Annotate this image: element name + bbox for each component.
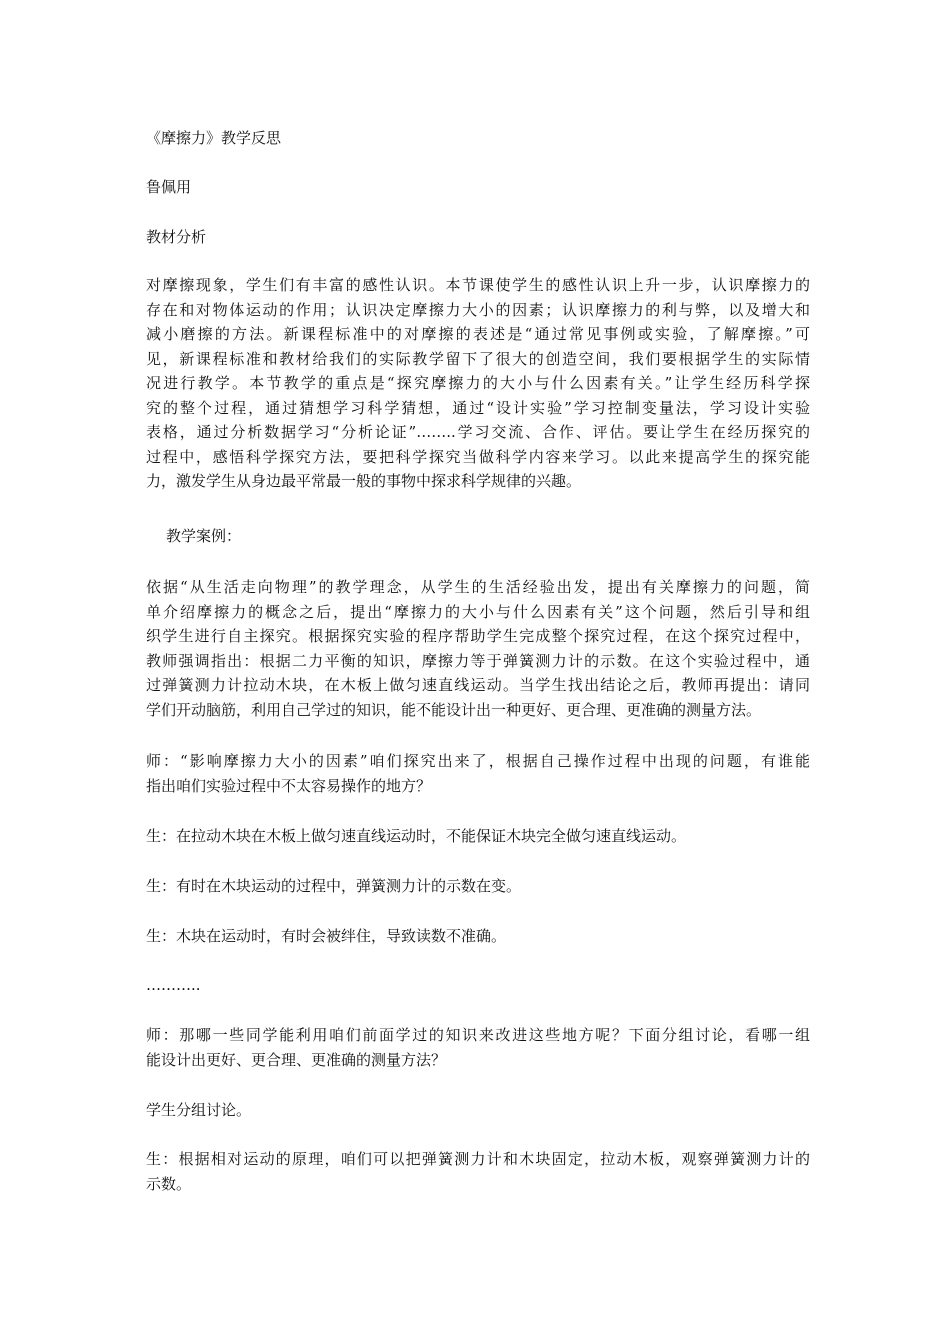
paragraph-line: 学们开动脑筋，利用自己学过的知识，能不能设计出一种更好、更合理、更准确的测量方法。 xyxy=(146,700,762,719)
author-name: 鲁佩用 xyxy=(146,178,192,196)
paragraph-line: 对摩擦现象，学生们有丰富的感性认识。本节课使学生的感性认识上升一步，认识摩擦力的 xyxy=(146,276,810,294)
section-heading-materials: 教材分析 xyxy=(146,228,207,246)
paragraph-line: 指出咱们实验过程中不太容易操作的地方？ xyxy=(146,776,432,795)
paragraph-line: 过程中，感悟科学探究方法，要把科学探究当做科学内容来学习。以此来提高学生的探究能 xyxy=(146,447,810,466)
section-heading-case: 教学案例： xyxy=(166,527,242,545)
student-answer-1: 生：在拉动木块在木板上做匀速直线运动时，不能保证木块完全做匀速直线运动。 xyxy=(146,827,687,845)
paragraph-line: 存在和对物体运动的作用；认识决定摩擦力大小的因素；认识摩擦力的利与弊，以及增大和 xyxy=(146,300,810,319)
paragraph-line: 师：“影响摩擦力大小的因素”咱们探究出来了，根据自己操作过程中出现的问题，有谁能 xyxy=(146,752,810,770)
paragraph-line: 生：根据相对运动的原理，咱们可以把弹簧测力计和木块固定，拉动木板，观察弹簧测力计的 xyxy=(146,1150,810,1168)
paragraph-line: 况进行教学。本节教学的重点是“探究摩擦力的大小与什么因素有关。”让学生经历科学探 xyxy=(146,374,810,392)
paragraph-line: 织学生进行自主探究。根据探究实验的程序帮助学生完成整个探究过程，在这个探究过程中， xyxy=(146,627,810,645)
paragraph-line: 过弹簧测力计拉动木块，在木板上做匀速直线运动。当学生找出结论之后，教师再提出：请同 xyxy=(146,676,810,694)
student-answer-3: 生：木块在运动时，有时会被绊住，导致读数不准确。 xyxy=(146,927,507,945)
paragraph-line: 减小磨擦的方法。新课程标准中的对摩擦的表述是“通过常见事例或实验，了解摩擦。”可 xyxy=(146,325,810,343)
paragraph-line: 究的整个过程，通过猜想学习科学猜想，通过“设计实验”学习控制变量法，学习设计实验 xyxy=(146,398,810,417)
paragraph-line: 示数。 xyxy=(146,1174,192,1193)
paragraph-line: 见，新课程标准和教材给我们的实际教学留下了很大的创造空间，我们要根据学生的实际情 xyxy=(146,349,810,368)
paragraph-line: 表格，通过分析数据学习“分析论证”……..学习交流、合作、评估。要让学生在经历探究的 xyxy=(146,423,810,441)
paragraph-line: 单介绍摩擦力的概念之后，提出“摩擦力的大小与什么因素有关”这个问题，然后引导和组 xyxy=(146,602,810,621)
paragraph-line: 能设计出更好、更合理、更准确的测量方法？ xyxy=(146,1050,447,1069)
student-answer-2: 生：有时在木块运动的过程中，弹簧测力计的示数在变。 xyxy=(146,877,522,895)
ellipsis-line: ……….. xyxy=(146,976,201,994)
paragraph-line: 教师强调指出：根据二力平衡的知识，摩擦力等于弹簧测力计的示数。在这个实验过程中，通 xyxy=(146,651,810,670)
paragraph-line: 师：那哪一些同学能利用咱们前面学过的知识来改进这些地方呢？下面分组讨论，看哪一组 xyxy=(146,1026,810,1044)
paragraph-line: 力，激发学生从身边最平常最一般的事物中探求科学规律的兴趣。 xyxy=(146,472,582,490)
group-discussion: 学生分组讨论。 xyxy=(146,1101,252,1119)
document-title: 《摩擦力》教学反思 xyxy=(146,129,282,147)
paragraph-line: 依据“从生活走向物理”的教学理念，从学生的生活经验出发，提出有关摩擦力的问题，简 xyxy=(146,578,810,596)
